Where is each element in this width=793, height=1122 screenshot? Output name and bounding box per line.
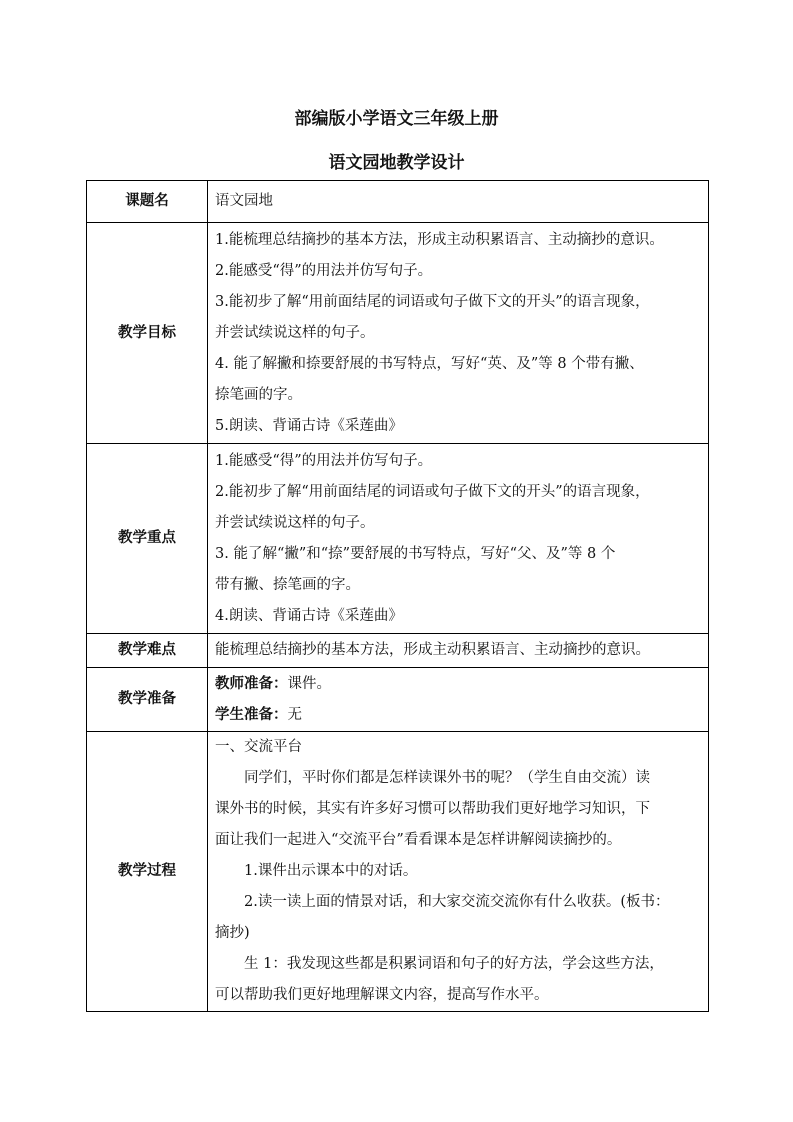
row-key-points (87, 444, 709, 634)
document-title: 部编版小学语文三年级上册 (294, 109, 499, 129)
value-process (208, 732, 709, 1012)
label-goals: 教学目标 (87, 223, 208, 444)
process-line: 同学们，平时你们都是怎样读课外书的呢？（学生自由交流）读 (244, 770, 650, 786)
student-preparation-value: 无 (287, 706, 302, 723)
lesson-plan-table (86, 180, 709, 1012)
goal-line: 1.能梳理总结摘抄的基本方法，形成主动积累语言、主动摘抄的意识。 (215, 231, 664, 248)
value-topic: 语文园地 (208, 181, 709, 223)
student-preparation (215, 700, 703, 731)
row-difficulty (87, 634, 709, 668)
goal-line: 2.能感受“得”的用法并仿写句子。 (215, 262, 433, 279)
process-section-heading: 一、交流平台 (215, 739, 302, 755)
label-difficulty: 教学难点 (87, 634, 208, 668)
value-difficulty (208, 634, 709, 668)
key-point-line: 1.能感受“得”的用法并仿写句子。 (215, 452, 433, 469)
teacher-preparation-label: 教师准备： (215, 675, 288, 692)
goal-line: 3.能初步了解“用前面结尾的词语或句子做下文的开头”的语言现象， (215, 293, 650, 310)
label-key-points: 教学重点 (87, 444, 208, 634)
process-line: 课外书的时候，其实有许多好习惯可以帮助我们更好地学习知识，下 (215, 801, 650, 817)
difficulty-text: 能梳理总结摘抄的基本方法，形成主动积累语言、主动摘抄的意识。 (215, 642, 650, 658)
key-point-line: 带有撇、捺笔画的字。 (215, 576, 360, 593)
value-key-points (208, 444, 709, 634)
row-process (87, 732, 709, 1012)
row-preparation (87, 668, 709, 732)
student-preparation-label: 学生准备： (215, 706, 288, 723)
teacher-preparation-value: 课件。 (287, 675, 331, 692)
teacher-preparation (215, 669, 703, 700)
goal-line: 捺笔画的字。 (215, 386, 302, 403)
key-point-line: 并尝试续说这样的句子。 (215, 514, 375, 531)
row-topic (87, 181, 709, 223)
goal-line: 5.朗读、背诵古诗《采莲曲》 (215, 417, 403, 434)
process-line: 生 1：我发现这些都是积累词语和句子的好方法，学会这些方法， (244, 956, 664, 972)
value-goals (208, 223, 709, 444)
goal-line: 4. 能了解撇和捺要舒展的书写特点，写好“英、及”等 8 个带有撇、 (215, 355, 644, 372)
label-process: 教学过程 (87, 732, 208, 1012)
key-point-line: 2.能初步了解“用前面结尾的词语或句子做下文的开头”的语言现象， (215, 483, 650, 500)
process-line: 可以帮助我们更好地理解课文内容，提高写作水平。 (215, 987, 549, 1003)
key-point-line: 3. 能了解“撇”和“捺”要舒展的书写特点，写好“父、及”等 8 个 (215, 545, 616, 562)
goal-line: 并尝试续说这样的句子。 (215, 324, 375, 341)
row-goals (87, 223, 709, 444)
process-line: 1.课件出示课本中的对话。 (244, 863, 418, 879)
label-topic: 课题名 (87, 181, 208, 223)
process-line: 面让我们一起进入“交流平台”看看课本是怎样讲解阅读摘抄的。 (215, 832, 622, 848)
process-line: 2.读一读上面的情景对话，和大家交流交流你有什么收获。(板书： (244, 894, 670, 910)
document-subtitle: 语文园地教学设计 (328, 153, 465, 173)
label-preparation: 教学准备 (87, 668, 208, 732)
key-point-line: 4.朗读、背诵古诗《采莲曲》 (215, 607, 403, 624)
value-preparation (208, 668, 709, 732)
process-line: 摘抄) (215, 925, 250, 941)
